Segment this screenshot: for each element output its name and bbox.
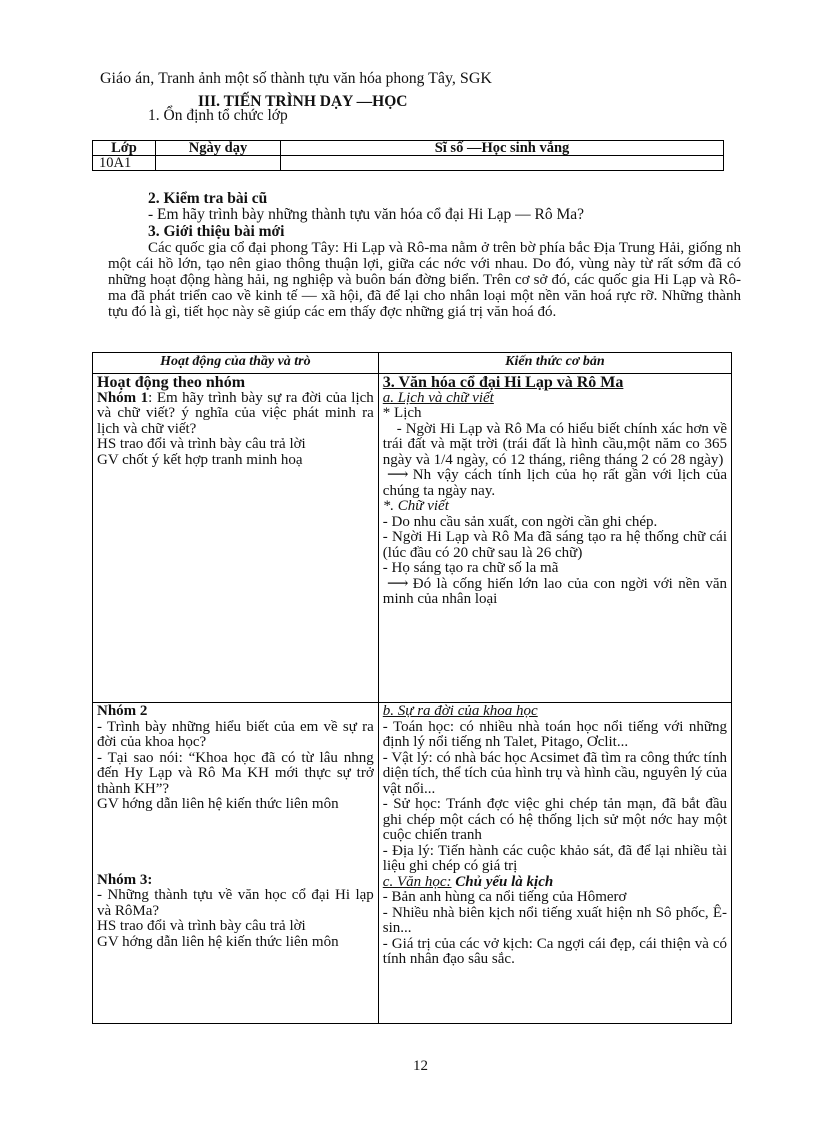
- literature-3: - Giá trị của các vở kịch: Ca ngợi cái đẹp, cái thiện và có tính nhân đạo sâu sắc.: [382, 935, 727, 967]
- lesson-row-1: [93, 374, 732, 703]
- header-middle: Tranh ảnh một số thành tựu văn hóa phong: [158, 70, 425, 87]
- lesson-header-left: Hoạt động của thầy và trò: [93, 353, 379, 374]
- row1-right-title: 3. Văn hóa cổ đại Hi Lạp và Rô Ma: [382, 374, 624, 391]
- item2-text: - Em hãy trình bày những thành tựu văn hóa cổ đại Hi Lạp — Rô Ma?: [148, 206, 585, 223]
- lesson-table: [92, 352, 732, 1024]
- chu-viet-3: - Họ sáng tạo ra chữ số la mã: [382, 560, 559, 576]
- row2-q1: - Trình bày những hiểu biết của em về sự ra đời của khoa học?: [97, 718, 374, 750]
- attendance-date-cell: [156, 156, 281, 171]
- header-sgk: SGK: [459, 70, 492, 87]
- intro-text: Các quốc gia cổ đại phong Tây: Hi Lạp và Rô-ma nằm ở trên bờ phía bắc Địa Trung Hải, giống nh một cái hồ lớn, tạo nên giao thông thuận lợi, giữa các nớc với nhau. Do đó, vùng này từ rất sớm đã có những hoạt động hàng hải, ng nghiệp và buôn bán đờng biển. Trên cơ sở đó, các quốc gia Hi Lạp và Rô-ma đã phát triển cao về kinh tế — xã hội, đã để lại cho nhân loại một nền văn hoá rực rỡ. Những thành tựu đó là gì, tiết học này sẽ giúp các em thấy đợc những giá trị văn hoá đó.: [108, 240, 741, 320]
- attendance-header-date: Ngày dạy: [156, 141, 281, 156]
- science-geography: - Địa lý: Tiến hành các cuộc khảo sát, đã để lại nhiều tài liệu ghi chép có giá trị: [382, 842, 727, 874]
- page-number: 12: [413, 1058, 428, 1074]
- item3-heading: 3. Giới thiệu bài mới: [148, 223, 285, 240]
- row1-left-cell: [93, 374, 379, 703]
- row2-gv: GV hớng dẫn liên hệ kiến thức liên môn: [97, 796, 339, 812]
- attendance-row: [93, 156, 724, 171]
- item2-heading: 2. Kiểm tra bài cũ: [148, 190, 268, 207]
- sub-a-heading: a. Lịch và chữ viết: [382, 389, 494, 406]
- sub-c-heading: [383, 875, 727, 891]
- lich-text: - Ngời Hi Lạp và Rô Ma có hiểu biết chính xác hơn về trái đất và mặt trời (trái đất là hình cầu,một năm co 365 ngày và 1/4 ngày, có 12 tháng, riêng tháng 2 có 28 ngày): [382, 420, 727, 468]
- science-math: - Toán học: có nhiều nhà toán học nổi tiếng với những định lý nổi tiếng nh Talet, Pitago, Ơclit...: [382, 718, 727, 750]
- row2-left-cell: [93, 703, 379, 1024]
- lesson-row-2: [93, 703, 732, 1024]
- attendance-header-count: Sĩ số —Học sinh vắng: [281, 141, 724, 156]
- chu-viet-2: - Ngời Hi Lạp và Rô Ma đã sáng tạo ra hệ thống chữ cái (lúc đầu có 20 chữ sau là 26 chữ): [382, 529, 727, 561]
- lich-conclusion-text: Nh vậy cách tính lịch của họ rất gần với lịch của chúng ta ngày nay.: [382, 467, 727, 499]
- attendance-table: [92, 140, 724, 171]
- chu-viet-1: - Do nhu cầu sản xuất, con ngời cần ghi chép.: [382, 513, 658, 530]
- arrow-right-icon: ⟶: [387, 467, 409, 483]
- science-physics: - Vật lý: có nhà bác học Acsimet đã tìm ra công thức tính diện tích, thể tích của hình trụ và hình cầu, nguyên lý của vật nổi...: [382, 749, 727, 797]
- row2-right-cell: [378, 703, 731, 1024]
- row1-right-cell: [378, 374, 731, 703]
- intro-paragraph: [108, 240, 741, 320]
- lesson-header-right: Kiến thức cơ bản: [378, 353, 731, 374]
- attendance-class-cell: 10A1: [93, 156, 156, 171]
- lich-conclusion: [383, 468, 727, 499]
- row1-gv: GV chốt ý kết hợp tranh minh hoạ: [97, 451, 303, 468]
- lich-heading: * Lịch: [382, 405, 422, 421]
- row3-group: Nhóm 3:: [97, 871, 153, 888]
- row2-group: Nhóm 2: [97, 703, 148, 719]
- row1-hs: HS trao đổi và trình bày câu trả lời: [97, 436, 306, 452]
- row1-title: Hoạt động theo nhóm: [97, 374, 246, 391]
- sub-c-label: c. Văn học:: [382, 873, 452, 890]
- science-history: - Sử học: Tránh đợc việc ghi chép tản mạn, đã bắt đầu ghi chép một cách có hệ thống lịch sử một nớc hay một cuộc chiến tranh: [382, 796, 727, 843]
- chu-viet-conclusion-text: Đó là cống hiến lớn lao của con ngời với nền văn minh của nhân loại: [382, 575, 727, 607]
- lesson-header-row: [93, 353, 732, 374]
- literature-2: - Nhiều nhà biên kịch nổi tiếng xuất hiện nh Sô phốc, Ê- sin...: [382, 904, 727, 936]
- attendance-count-cell: [281, 156, 724, 171]
- row3-gv: GV hớng dẫn liên hệ kiến thức liên môn: [97, 933, 339, 950]
- chu-viet-heading: *. Chữ viết: [382, 498, 449, 514]
- attendance-header-class: Lớp: [93, 141, 156, 156]
- row3-q1: - Những thành tựu về văn học cổ đại Hi lạp và RôMa?: [97, 887, 374, 919]
- row2-q2: - Tại sao nói: “Khoa học đã có từ lâu nhng đến Hy Lạp và Rô Ma KH mới thực sự trở thành KH”?: [97, 749, 374, 797]
- row1-group: Nhóm 1: [97, 389, 149, 406]
- chu-viet-conclusion: [383, 577, 727, 608]
- literature-1: - Bản anh hùng ca nổi tiếng của Hômerơ: [382, 889, 627, 905]
- header-line: [100, 70, 492, 88]
- arrow-right-icon: ⟶: [387, 575, 409, 592]
- section-title: III. TIẾN TRÌNH DẠY —HỌC: [198, 93, 408, 110]
- row3-hs: HS trao đổi và trình bày câu trả lời: [97, 918, 306, 934]
- sub-b-heading: b. Sự ra đời của khoa học: [382, 703, 538, 719]
- header-tay: Tây,: [428, 70, 456, 87]
- attendance-header-row: [93, 141, 724, 156]
- header-prefix: Giáo án,: [100, 70, 155, 87]
- row1-question: [97, 391, 374, 438]
- sub-c-bold: Chủ yếu là kịch: [455, 873, 554, 890]
- item1-heading: 1. Ổn định tổ chức lớp: [148, 107, 288, 124]
- row1-question-text: : Em hãy trình bày sự ra đời của lịch và chữ viết? ý nghĩa của việc phát minh ra lịch và chữ viết?: [97, 389, 374, 437]
